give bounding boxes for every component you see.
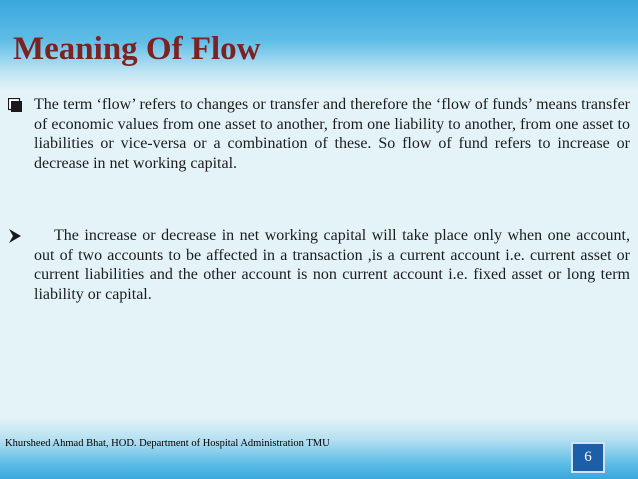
- arrowhead-bullet-icon: [8, 229, 22, 243]
- slide-title: Meaning Of Flow: [13, 31, 261, 67]
- paragraph-2-text: The increase or decrease in net working capital will take place only when one account, out of two accounts to be affected in a transaction ,is a current account i.e. current asset or current liabilities and the other account is non current account i.e. fixed asset or long term liability or capital.: [34, 226, 630, 303]
- page-number: 6: [584, 449, 592, 465]
- paragraph-1-text: The term ‘flow’ refers to changes or transfer and therefore the ‘flow of funds’ means transfer of economic values from one asset to another, from one liability to another, from one asset to liabilities or vice-versa or a combination of these. So flow of fund refers to increase or decrease in net working capital.: [34, 96, 630, 173]
- slide-content: [8, 95, 630, 305]
- footer-credit: Khursheed Ahmad Bhat, HOD. Department of Hospital Administration TMU: [5, 438, 330, 449]
- paragraph-2: [8, 226, 630, 305]
- square-bullet-icon: [8, 98, 22, 112]
- page-number-badge: [571, 442, 605, 473]
- paragraph-1: [8, 95, 630, 174]
